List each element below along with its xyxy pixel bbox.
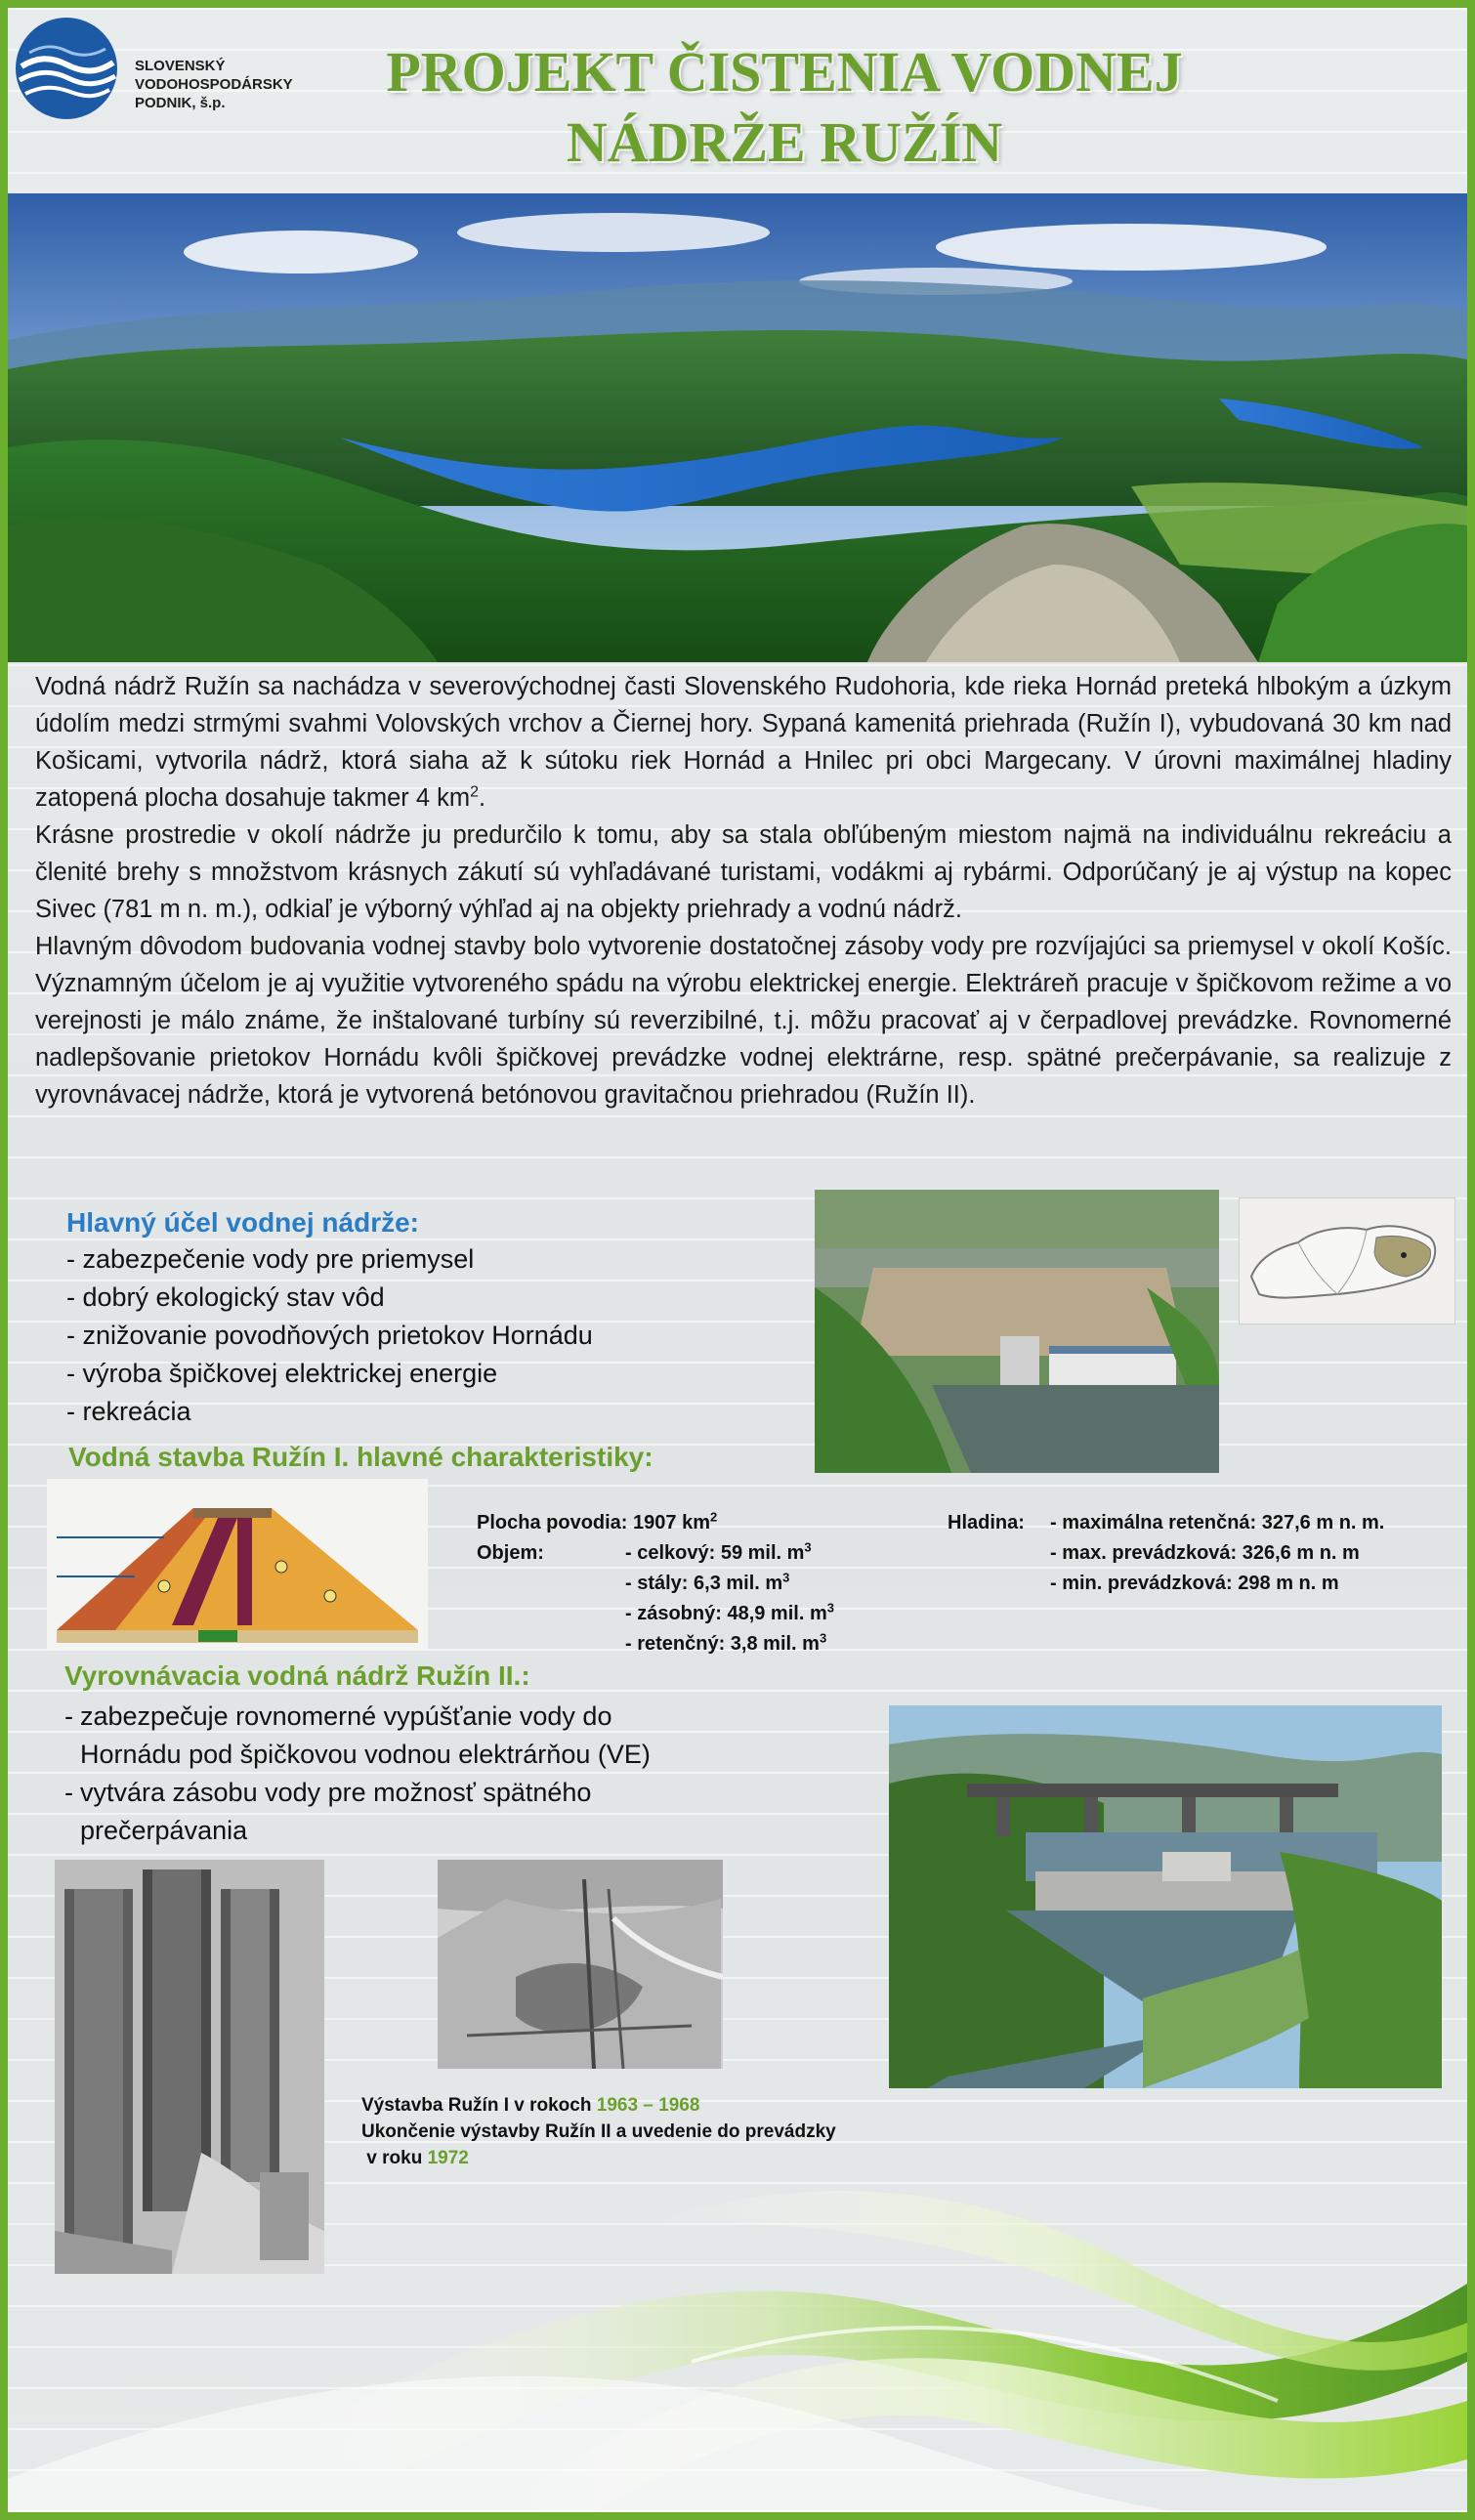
decorative-green-swirl xyxy=(8,2108,1467,2512)
dam-cross-section-diagram xyxy=(47,1479,428,1650)
water-wave-logo-icon xyxy=(16,18,118,120)
build-prefix: Výstavba Ružín I v rokoch xyxy=(361,2095,597,2116)
intro-p1-end: . xyxy=(479,784,486,812)
build-years: 1963 – 1968 xyxy=(596,2095,700,2116)
reservoir2-section xyxy=(64,1660,865,1850)
volume-label: Objem: xyxy=(477,1542,544,1564)
volume-item-text: - stály: 6,3 mil. m xyxy=(625,1573,783,1594)
superscript: 2 xyxy=(709,1509,718,1525)
ruzin-ii-illustration xyxy=(889,1705,1442,2088)
level-item: - max. prevádzková: 326,6 m n. m xyxy=(1050,1542,1360,1564)
intro-paragraph: Hlavným dôvodom budovania vodnej stavby bolo vytvorenie dostatočnej zásoby vody pre rozvíjajúci sa priemysel v okolí Košíc. Významným účelom je aj využitie vytvoreného spádu na výrobu elektrickej energie. Elektráreň pracuje v špičkovom režime a vo verejnosti je málo známe, že inštalované turbíny sú reverzibilné, t.j. môžu pracovať aj v čerpadlovej prevádzke. Rovnomerné nadlepšovanie prietokov Hornádu kvôli špičkovej prevádzke vodnej elektrárne, resp. spätné prečerpávanie, sa realizuje z vyrovnávacej nádrže, ktorá je vytvorená betónovou gravitačnou priehradou (Ružín II). xyxy=(35,933,1452,1109)
purpose-section xyxy=(66,1207,809,1431)
superscript: 3 xyxy=(782,1570,790,1585)
ruzin-ii-dam-photo xyxy=(889,1705,1442,2088)
list-item: - rekreácia xyxy=(66,1397,191,1426)
intro-paragraph xyxy=(35,668,1452,817)
list-item: - dobrý ekologický stav vôd xyxy=(66,1282,385,1312)
level-item: - min. prevádzková: 298 m n. m xyxy=(1050,1573,1339,1594)
list-item-line: Hornádu pod špičkovou vodnou elektrárňou (VE) xyxy=(80,1740,651,1769)
catchment-area-label: Plocha povodia: 1907 km xyxy=(477,1512,710,1533)
volume-item xyxy=(625,1538,834,1569)
list-item xyxy=(64,1698,865,1774)
logo-line: VODOHOSPODÁRSKY xyxy=(135,76,293,93)
map-illustration xyxy=(1240,1198,1454,1323)
finish-year: 1972 xyxy=(427,2148,469,2168)
intro-paragraph: Krásne prostredie v okolí nádrže ju predurčilo k tomu, aby sa stala obľúbeným miestom najmä na individuálnu rekreáciu a členité brehy s množstvom krásnych zákutí sú vyhľadávané turistami, vodákmi aj rybármi. Odporúčaný je aj výstup na kopec Sivec (781 m n. m.), odkiaľ je výborný výhľad aj na objekty priehrady a vodnú nádrž. xyxy=(35,821,1452,923)
level-item: - maximálna retenčná: 327,6 m n. m. xyxy=(1050,1512,1385,1533)
list-item-line: vytvára zásobu vody pre možnosť spätného xyxy=(80,1778,592,1807)
dam-illustration xyxy=(815,1190,1219,1473)
volume-item-text: - retenčný: 3,8 mil. m xyxy=(625,1633,820,1655)
list-item xyxy=(64,1774,865,1850)
cross-section-illustration xyxy=(47,1479,428,1650)
list-item: - výroba špičkovej elektrickej energie xyxy=(66,1359,498,1388)
logo-line: SLOVENSKÝ xyxy=(135,58,226,74)
catchment-area xyxy=(477,1508,717,1538)
slovakia-location-map xyxy=(1239,1197,1455,1324)
level-label: Hladina: xyxy=(948,1512,1025,1533)
bullet-dash: - xyxy=(64,1778,73,1807)
page-title xyxy=(232,37,1336,178)
superscript: 3 xyxy=(826,1600,834,1616)
reservoir-landscape-photo xyxy=(8,193,1467,662)
list-item: - zabezpečenie vody pre priemysel xyxy=(66,1244,475,1274)
volume-list xyxy=(625,1538,834,1659)
intro-p1: Vodná nádrž Ružín sa nachádza v severovýchodnej časti Slovenského Rudohoria, kde rieka Hornád preteká hlbokým a úzkym údolím medzi strmými svahmi Volovských vrchov a Čiernej hory. Sypaná kamenitá priehrada (Ružín I), vybudovaná 30 km nad Košicami, vytvorila nádrž, ktorá siaha až k sútoku riek Hornád a Hnilec pri obci Margecany. V úrovni maximálnej hladiny zatopená plocha dosahuje takmer 4 km xyxy=(35,673,1452,812)
logo-line: PODNIK, š.p. xyxy=(135,95,226,111)
volume-item xyxy=(625,1599,834,1629)
dam-stats-volume xyxy=(477,1508,834,1659)
purpose-heading: Hlavný účel vodnej nádrže: xyxy=(66,1207,419,1238)
characteristics-heading: Vodná stavba Ružín I. hlavné charakteristiky: xyxy=(68,1442,653,1472)
list-item-text xyxy=(80,1698,651,1774)
superscript: 3 xyxy=(804,1539,812,1555)
bullet-dash: - xyxy=(64,1701,73,1731)
list-item-line: zabezpečuje rovnomerné vypúšťanie vody do xyxy=(80,1701,612,1731)
reservoir2-heading: Vyrovnávacia vodná nádrž Ružín II.: xyxy=(64,1660,530,1691)
volume-item xyxy=(625,1629,834,1659)
volume-item-text: - zásobný: 48,9 mil. m xyxy=(625,1603,827,1624)
list-item: - znižovanie povodňových prietokov Hornádu xyxy=(66,1321,593,1350)
list-item-text xyxy=(80,1774,591,1850)
finish-prefix: v roku xyxy=(361,2148,428,2168)
level-list xyxy=(1050,1508,1384,1599)
landscape-illustration xyxy=(8,193,1467,662)
dam-ruzin-photo xyxy=(815,1190,1219,1473)
volume-item-text: - celkový: 59 mil. m xyxy=(625,1542,805,1564)
title-line-2: NÁDRŽE RUŽÍN xyxy=(566,110,1003,174)
purpose-list xyxy=(66,1240,809,1431)
title-line-1: PROJEKT ČISTENIA VODNEJ xyxy=(386,40,1183,104)
list-item-line: prečerpávania xyxy=(80,1816,248,1845)
header xyxy=(8,8,1467,189)
reservoir2-list xyxy=(64,1698,865,1850)
historic-construction-photo-2 xyxy=(438,1860,723,2069)
intro-text xyxy=(35,668,1452,1113)
construction-site-illustration xyxy=(438,1860,723,2069)
superscript: 2 xyxy=(470,783,480,801)
volume-item xyxy=(625,1569,834,1599)
finish-line: Ukončenie výstavby Ružín II a uvedenie do prevádzky xyxy=(361,2121,836,2142)
volume-block xyxy=(477,1538,834,1659)
superscript: 3 xyxy=(819,1630,827,1646)
